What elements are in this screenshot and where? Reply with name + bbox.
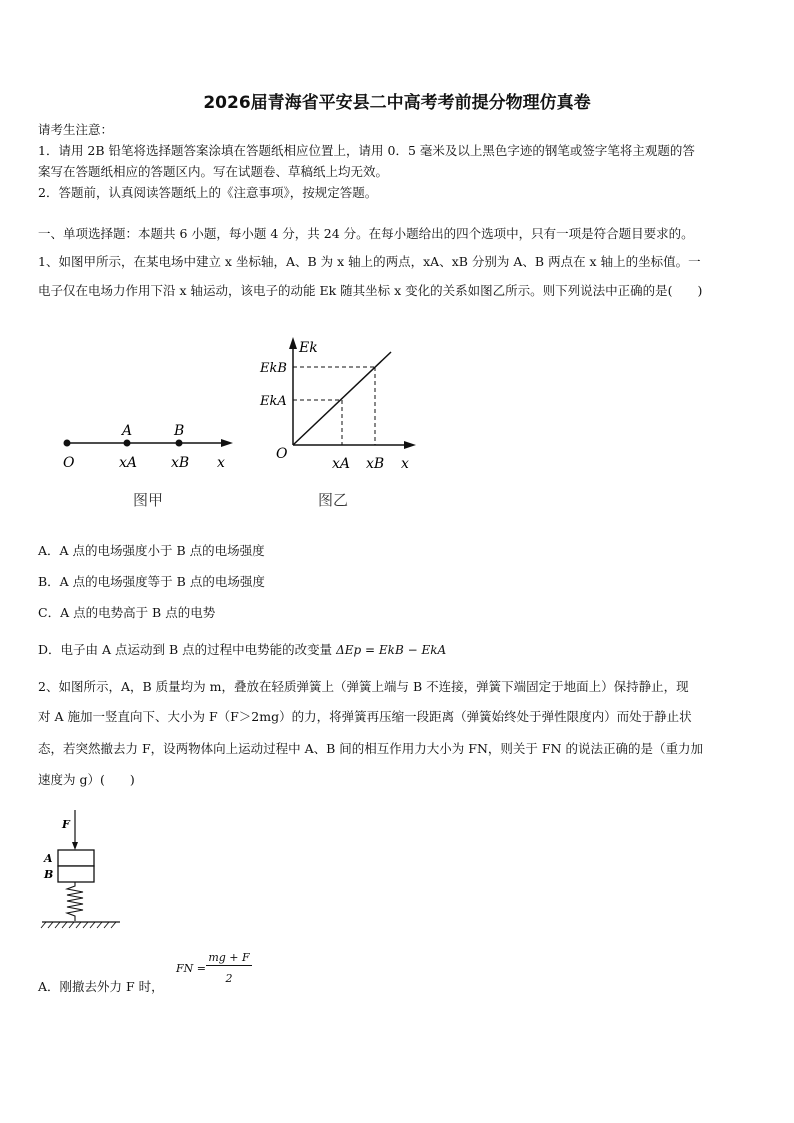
label-xb: xB <box>366 456 385 472</box>
q2-option-a-denominator: 2 <box>225 972 233 985</box>
notice-heading: 请考生注意： <box>38 122 114 137</box>
label-o: O <box>63 455 75 471</box>
q1-option-b: B．A 点的电场强度等于 B 点的电场强度 <box>38 574 265 589</box>
ground-hatching <box>41 922 116 928</box>
block-a <box>58 850 94 866</box>
q2-line-4: 速度为 g）( ) <box>38 772 135 787</box>
y-axis-arrow <box>289 337 297 349</box>
label-o: O <box>276 446 288 462</box>
q2-option-a-numerator: mg + F <box>206 951 252 966</box>
label-xb: xB <box>171 455 190 471</box>
label-eka: EkA <box>260 394 287 409</box>
notice-item-1-line-1: 1．请用 2B 铅笔将选择题答案涂填在答题纸相应位置上，请用 0．5 毫米及以上黑色字迹的钢笔或签字笔将主观题的答 <box>38 143 695 158</box>
q1-line-1: 1、如图甲所示，在某电场中建立 x 坐标轴，A、B 为 x 轴上的两点，xA、xB 分别为 A、B 两点在 x 轴上的坐标值。一 <box>38 254 701 269</box>
q1-option-a: A．A 点的电场强度小于 B 点的电场强度 <box>38 543 265 558</box>
x-axis-arrow <box>404 441 416 449</box>
block-b <box>58 866 94 882</box>
label-block-b: B <box>44 868 54 881</box>
label-x: x <box>217 455 225 471</box>
figure-yi <box>258 330 428 515</box>
q2-option-a-lhs: FN = <box>176 962 206 975</box>
q2-line-2: 对 A 施加一竖直向下、大小为 F（F＞2mg）的力，将弹簧再压缩一段距离（弹簧始终处于弹性限度内）而处于静止状 <box>38 709 692 724</box>
caption-jia: 图甲 <box>133 491 164 509</box>
q1-option-c: C．A 点的电势高于 B 点的电势 <box>38 605 216 620</box>
label-x: x <box>401 456 409 472</box>
label-ekb: EkB <box>260 361 287 376</box>
label-a: A <box>122 423 133 439</box>
label-f: F <box>62 818 70 831</box>
label-ek: Ek <box>299 340 318 356</box>
point-a <box>124 440 131 447</box>
label-b: B <box>174 423 185 439</box>
force-arrow <box>72 842 78 850</box>
label-xa: xA <box>119 455 138 471</box>
figure-jia <box>55 415 255 515</box>
label-xa: xA <box>332 456 351 472</box>
q1-option-d-formula: ΔEp = EkB − EkA <box>336 643 447 657</box>
q1-option-d <box>38 640 446 658</box>
section-heading: 一、单项选择题：本题共 6 小题，每小题 4 分，共 24 分。在每小题给出的四个选项中，只有一项是符合题目要求的。 <box>38 226 694 241</box>
q1-line-2: 电子仅在电场力作用下沿 x 轴运动，该电子的动能 Ek 随其坐标 x 变化的关系如图乙所示。则下列说法中正确的是( ) <box>38 283 703 298</box>
notice-item-2: 2．答题前，认真阅读答题纸上的《注意事项》，按规定答题。 <box>38 185 378 200</box>
q2-line-1: 2、如图所示，A，B 质量均为 m，叠放在轻质弹簧上（弹簧上端与 B 不连接，弹簧下端固定于地面上）保持静止，现 <box>38 679 689 694</box>
q2-option-a-text: A．刚撤去外力 F 时， <box>38 979 164 994</box>
q2-line-3: 态，若突然撤去力 F，设两物体向上运动过程中 A、B 间的相互作用力大小为 FN，则关于 FN 的说法正确的是（重力加 <box>38 741 703 756</box>
q1-option-d-text: D．电子由 A 点运动到 B 点的过程中电势能的改变量 <box>38 642 333 657</box>
x-axis-arrow <box>221 439 233 447</box>
caption-yi: 图乙 <box>318 491 349 509</box>
figure-spring <box>38 808 128 933</box>
notice-item-1-line-2: 案写在答题纸相应的答题区内。写在试题卷、草稿纸上均无效。 <box>38 164 389 179</box>
point-o <box>64 440 71 447</box>
spring <box>67 882 83 921</box>
label-block-a: A <box>44 852 53 865</box>
point-b <box>176 440 183 447</box>
page-title: 2026届青海省平安县二中高考考前提分物理仿真卷 <box>203 93 591 113</box>
